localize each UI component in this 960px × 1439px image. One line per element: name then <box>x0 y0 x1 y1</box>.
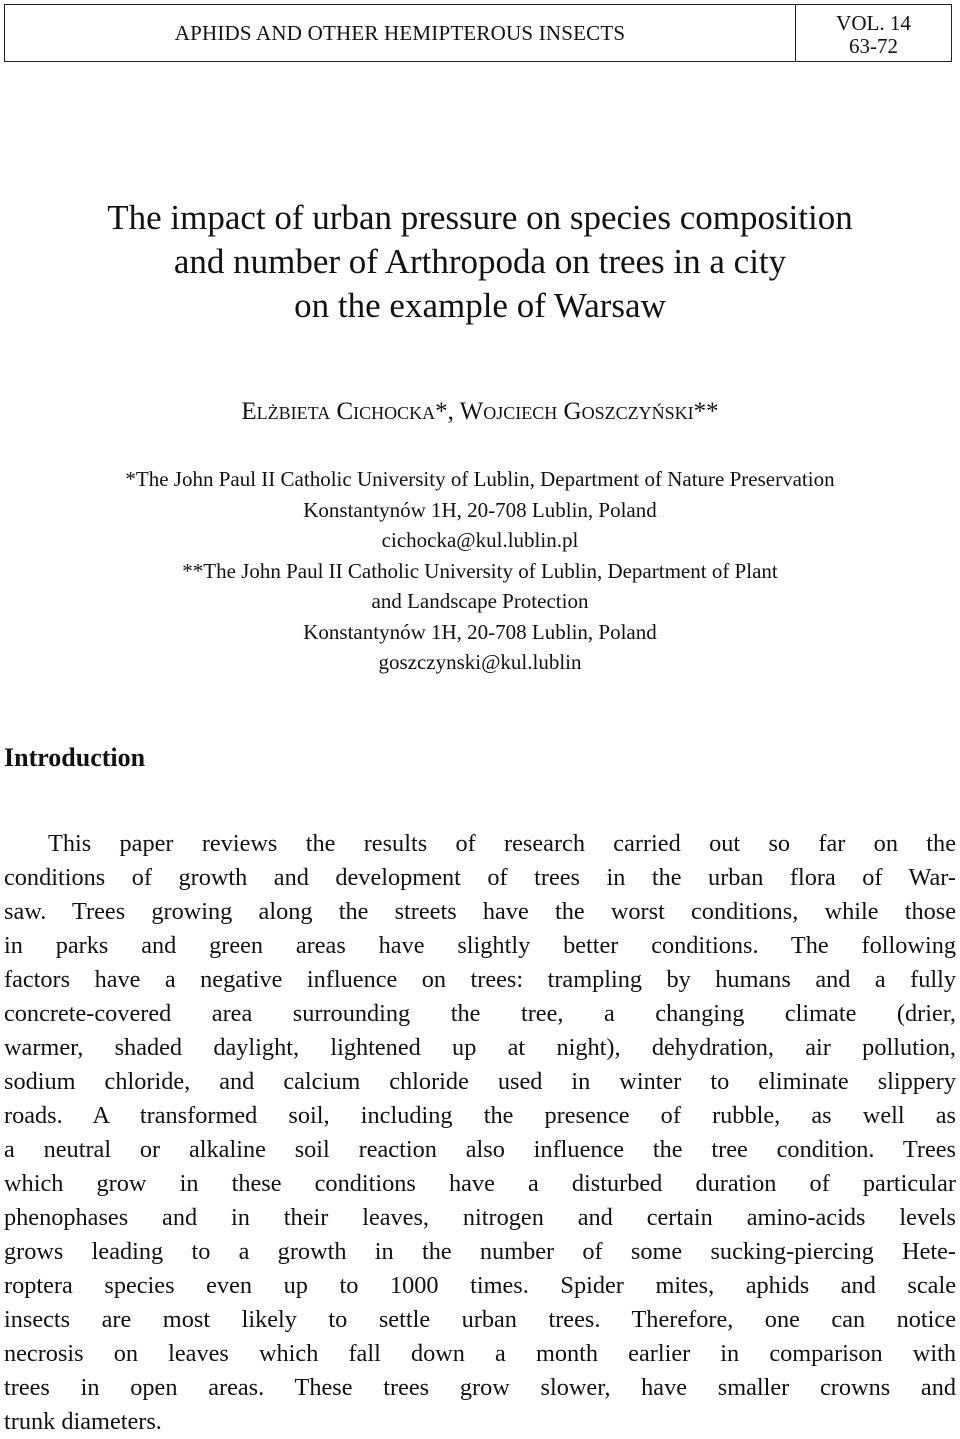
paragraph-line: This paper reviews the results of research carried out so far on the <box>48 830 956 857</box>
paragraph-line: in parks and green areas have slightly better conditions. The following <box>4 932 956 959</box>
paragraph-line: trunk diameters. <box>4 1408 162 1435</box>
paragraph-line: a neutral or alkaline soil reaction also influence the tree condition. Trees <box>4 1136 956 1163</box>
body-paragraph <box>4 827 956 1439</box>
paragraph-line: necrosis on leaves which fall down a month earlier in comparison with <box>4 1340 956 1367</box>
journal-name: APHIDS AND OTHER HEMIPTEROUS INSECTS <box>174 20 626 45</box>
author-list: Elżbieta Cichocka*, Wojciech Goszczyński** <box>241 398 719 425</box>
paragraph-line: roads. A transformed soil, including the presence of rubble, as well as <box>4 1102 956 1129</box>
paragraph-line: factors have a negative influence on trees: trampling by humans and a fully <box>4 966 956 993</box>
volume-cell <box>796 5 951 61</box>
affiliation-line: Konstantynów 1H, 20-708 Lublin, Poland <box>303 497 657 522</box>
paragraph-line: which grow in these conditions have a disturbed duration of particular <box>4 1170 956 1197</box>
paragraph-line: insects are most likely to settle urban trees. Therefore, one can notice <box>4 1306 956 1333</box>
email-line: goszczynski@kul.lublin <box>378 650 582 674</box>
affiliation-line: *The John Paul II Catholic University of Lublin, Department of Nature Preservation <box>125 467 835 491</box>
title-line: and number of Arthropoda on trees in a city <box>173 242 787 281</box>
paragraph-line: conditions of growth and development of trees in the urban flora of War- <box>4 864 956 891</box>
title-line: The impact of urban pressure on species composition <box>107 198 853 237</box>
paragraph-line: sodium chloride, and calcium chloride used in winter to eliminate slippery <box>4 1068 956 1095</box>
affiliations <box>0 464 960 678</box>
paragraph-line: warmer, shaded daylight, lightened up at night), dehydration, air pollution, <box>4 1034 956 1061</box>
page-range: 63-72 <box>849 34 898 58</box>
affiliation-line: and Landscape Protection <box>371 589 589 613</box>
paragraph-line: saw. Trees growing along the streets have the worst conditions, while those <box>4 898 956 925</box>
running-header <box>4 4 952 62</box>
title-line: on the example of Warsaw <box>294 286 666 325</box>
paragraph-line: phenophases and in their leaves, nitrogen and certain amino-acids levels <box>4 1204 956 1231</box>
volume-number: VOL. 14 <box>836 11 911 35</box>
affiliation-line: Konstantynów 1H, 20-708 Lublin, Poland <box>303 619 657 644</box>
affiliation-line: **The John Paul II Catholic University of Lublin, Department of Plant <box>182 558 778 583</box>
paragraph-line: grows leading to a growth in the number of some sucking-piercing Hete- <box>4 1238 956 1265</box>
email-line: cichocka@kul.lublin.pl <box>381 528 579 552</box>
paragraph-line: roptera species even up to 1000 times. Spider mites, aphids and scale <box>4 1272 956 1299</box>
paragraph-line: concrete-covered area surrounding the tree, a changing climate (drier, <box>4 1000 956 1027</box>
section-heading: Introduction <box>4 743 146 772</box>
paper-title <box>0 196 960 328</box>
paragraph-line: trees in open areas. These trees grow slower, have smaller crowns and <box>4 1374 956 1401</box>
